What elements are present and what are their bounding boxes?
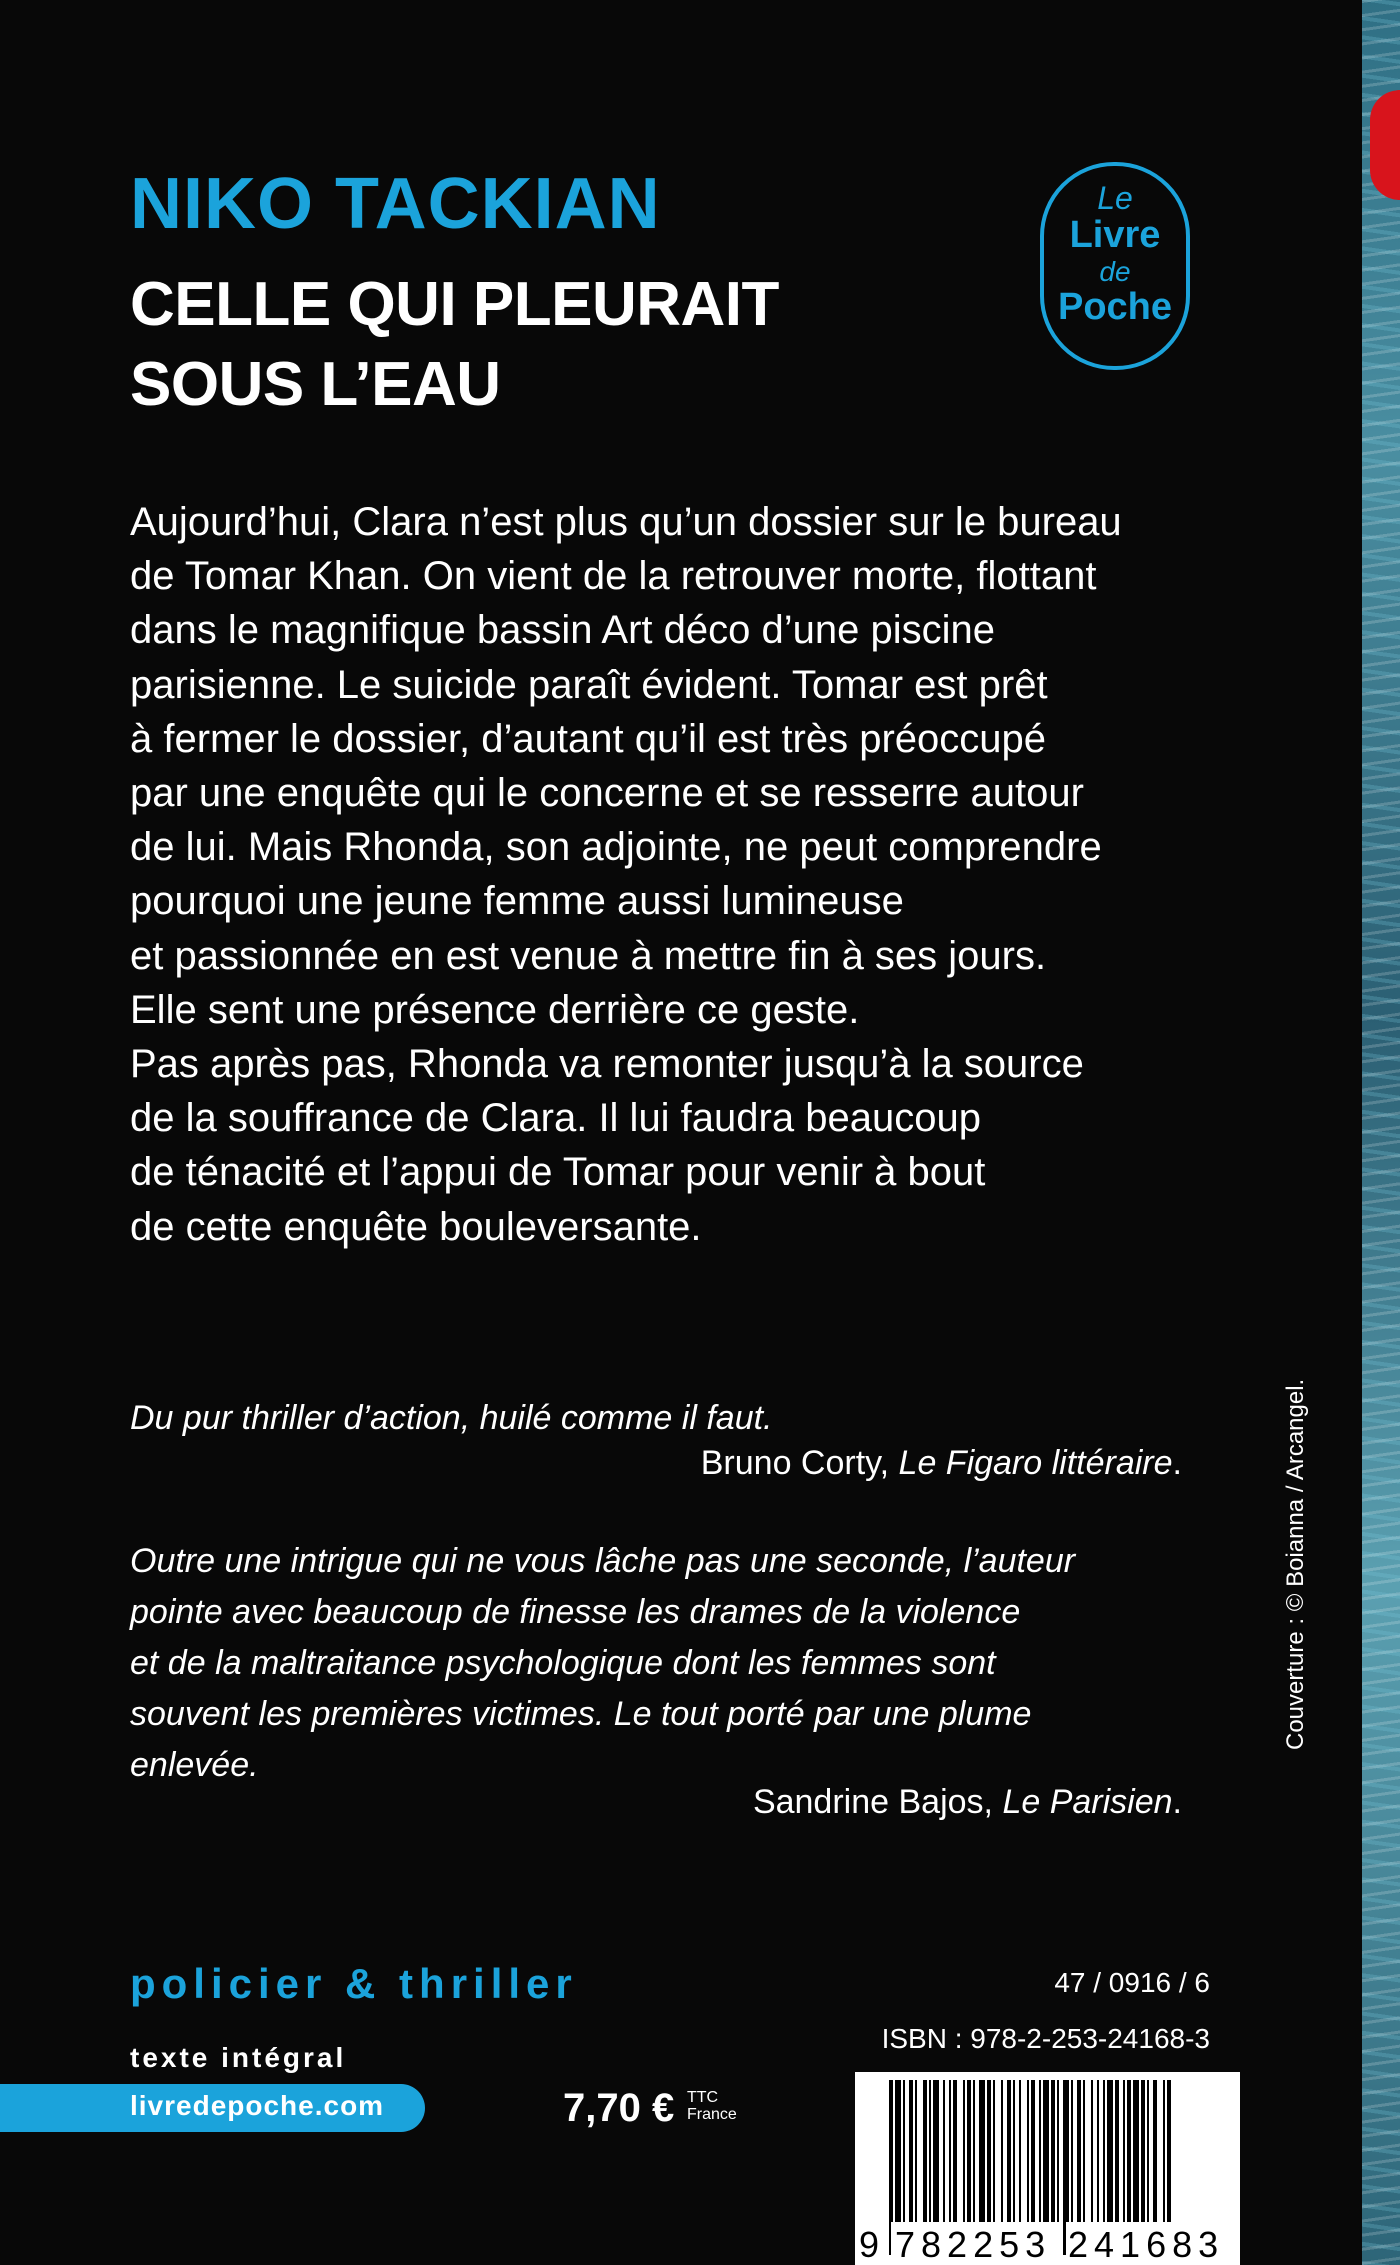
quote-source: Le Parisien <box>1002 1783 1173 1821</box>
quote-line: Du pur thriller d’action, huilé comme il faut. <box>130 1399 773 1437</box>
livre-de-poche-logo <box>1040 162 1190 370</box>
synopsis-line: Elle sent une présence derrière ce geste. <box>130 987 860 1032</box>
synopsis-line: dans le magnifique bassin Art déco d’une piscine <box>130 608 995 653</box>
collection-genre: policier & thriller <box>130 1960 578 2007</box>
catalog-code: 47 / 0916 / 6 <box>1054 1967 1210 1998</box>
synopsis-line: de cette enquête bouleversante. <box>130 1204 702 1249</box>
title-line: SOUS L’EAU <box>130 350 501 419</box>
synopsis-line: et passionnée en est venue à mettre fin à ses jours. <box>130 933 1047 978</box>
press-quote <box>130 1536 1230 1791</box>
quote-line: pointe avec beaucoup de finesse les drames de la violence <box>130 1593 1021 1631</box>
synopsis-line: de ténacité et l’appui de Tomar pour venir à bout <box>130 1150 986 1195</box>
isbn: ISBN : 978-2-253-24168-3 <box>881 2023 1210 2054</box>
quote-source: Le Figaro littéraire <box>898 1444 1173 1482</box>
logo-text: Poche <box>1057 286 1173 328</box>
synopsis-line: de Tomar Khan. On vient de la retrouver morte, flottant <box>130 554 1097 599</box>
cover-credit: Couverture : © Boianna / Arcangel. <box>1282 1378 1309 1750</box>
synopsis-line: Aujourd’hui, Clara n’est plus qu’un dossier sur le bureau <box>130 500 1122 544</box>
barcode <box>855 2072 1240 2265</box>
synopsis-line: pourquoi une jeune femme aussi lumineuse <box>130 879 904 924</box>
logo-text: Livre <box>1069 214 1161 256</box>
price: 7,70 € <box>563 2086 675 2130</box>
price-note-line: TTC <box>687 2089 719 2106</box>
press-quote <box>130 1393 1230 1444</box>
quote-line: et de la maltraitance psychologique dont les femmes sont <box>130 1644 996 1682</box>
quote-end: . <box>1172 1783 1182 1821</box>
book-title <box>130 265 930 425</box>
synopsis-line: Pas après pas, Rhonda va remonter jusqu’à la source <box>130 1042 1084 1087</box>
barcode-graphic <box>855 2072 1240 2265</box>
quote-end: . <box>1172 1444 1182 1482</box>
water-photo-strip <box>1362 0 1400 2265</box>
price-note-line: France <box>687 2106 737 2123</box>
synopsis-line: par une enquête qui le concerne et se resserre autour <box>130 771 1084 816</box>
red-tab <box>1370 90 1400 200</box>
quote-line: enlevée. <box>130 1746 259 1784</box>
synopsis-line: de lui. Mais Rhonda, son adjointe, ne peut comprendre <box>130 825 1102 870</box>
price-note <box>687 2089 737 2123</box>
quote-line: souvent les premières victimes. Le tout porté par une plume <box>130 1695 1032 1733</box>
quote-attribution <box>701 1444 1182 1483</box>
quote-author: Sandrine Bajos, <box>752 1783 1003 1821</box>
synopsis-line: à fermer le dossier, d’autant qu’il est très préoccupé <box>130 716 1047 761</box>
synopsis <box>130 495 1250 1254</box>
quote-author: Bruno Corty, <box>700 1444 899 1482</box>
barcode-digits-right: 241683 <box>1068 2224 1225 2265</box>
edition-note: texte intégral <box>130 2042 347 2073</box>
logo-text: de <box>1099 256 1131 287</box>
logo-text: Le <box>1097 180 1133 216</box>
synopsis-line: parisienne. Le suicide paraît évident. Tomar est prêt <box>130 662 1048 707</box>
website-link[interactable]: livredepoche.com <box>130 2090 385 2121</box>
synopsis-line: de la souffrance de Clara. Il lui faudra beaucoup <box>130 1096 981 1141</box>
quote-line: Outre une intrigue qui ne vous lâche pas une seconde, l’auteur <box>130 1542 1076 1580</box>
barcode-digit-prefix: 9 <box>859 2224 880 2265</box>
author-name: NIKO TACKIAN <box>130 164 661 244</box>
quote-attribution <box>753 1783 1182 1822</box>
title-line: CELLE QUI PLEURAIT <box>130 270 779 339</box>
barcode-digits-left: 782253 <box>895 2224 1052 2265</box>
